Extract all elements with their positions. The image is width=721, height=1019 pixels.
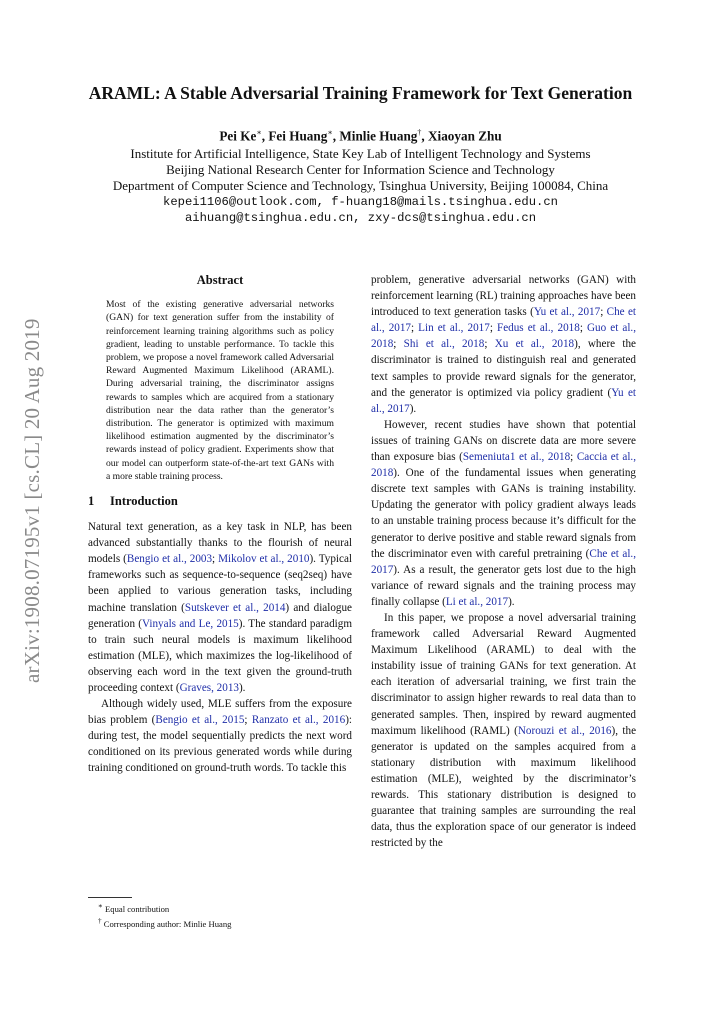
author-list: Pei Ke∗, Fei Huang∗, Minlie Huang†, Xiaoyan Zhu	[219, 128, 502, 144]
citation-link[interactable]: Yu et al., 2017	[533, 306, 601, 319]
citation-link[interactable]: Shi et al., 2018	[403, 338, 485, 351]
citation-link[interactable]: Caccia et al., 2018	[371, 451, 636, 480]
citation-link[interactable]: Norouzi et al., 2016	[517, 724, 612, 737]
email-line: kepei1106@outlook.com, f-huang18@mails.tsinghua.edu.cn	[163, 195, 558, 209]
citation-link[interactable]: Bengio et al., 2003	[126, 553, 213, 566]
paper-title: ARAML: A Stable Adversarial Training Framework for Text Generation	[88, 83, 633, 103]
affiliation-line: Institute for Artificial Intelligence, State Key Lab of Intelligent Technology and Systems	[130, 146, 591, 161]
affiliation-line: Department of Computer Science and Technology, Tsinghua University, Beijing 100084, China	[112, 178, 609, 193]
author-name: Pei Ke	[219, 128, 257, 144]
abstract-body: Most of the existing generative adversarial networks (GAN) for text generation suffer from the instability of reinforcement learning training algorithms such as policy gradient, leading to unstable performance. To tackle this problem, we propose a novel framework called Adversarial Reward Augmented Maximum Likelihood (ARAML). During adversarial training, the discriminator assigns rewards to samples which are acquired from a stationary distribution near the data rather than the generator’s distribution. The generator is optimized with maximum likelihood estimation augmented by the discriminator’s rewards instead of policy gradient. Experiments show that our model can outperform state-of-the-art text GANs with a more stable training process.	[106, 299, 334, 482]
author-name: Xiaoyan Zhu	[428, 128, 502, 144]
section-number: 1	[88, 493, 95, 508]
citation-link[interactable]: Ranzato et al., 2016	[251, 714, 346, 727]
footnote: ∗ Equal contribution	[98, 902, 170, 914]
affiliation-line: Beijing National Research Center for Information Science and Technology	[166, 162, 555, 177]
citation-link[interactable]: Yu et al., 2017	[371, 386, 636, 415]
equal-contribution-mark: ∗	[256, 128, 262, 137]
citation-link[interactable]: Che et al., 2017	[371, 547, 636, 576]
corresponding-author-mark: †	[417, 128, 422, 137]
right-column	[371, 272, 636, 851]
citation-link[interactable]: Che et al., 2017	[371, 306, 636, 335]
email-line: aihuang@tsinghua.edu.cn, zxy-dcs@tsinghua.edu.cn	[184, 211, 537, 225]
footnote-rule	[88, 897, 132, 898]
paragraph: In this paper, we propose a novel adversarial training framework called Adversarial Reward Augmented Maximum Likelihood (ARAML) to deal with the instability issue of training GANs for text generation. At each iteration of adversarial training, we first train the discriminator to assign higher rewards to real data than to generated samples. Then, inspired by reward augmented maximum likelihood (RAML) (Norouzi et al., 2016), the generator is updated on the samples acquired from a stationary distribution with maximum likelihood estimation (MLE), weighted by the discriminator’s rewards. This stationary distribution is designed to guarantee that training samples are surrounding the real data, thus the exploration space of our generator is indeed restricted by the	[371, 611, 637, 850]
author-name: Minlie Huang	[339, 128, 418, 144]
citation-link[interactable]: Vinyals and Le, 2015	[142, 617, 239, 630]
citation-link[interactable]: Bengio et al., 2015	[155, 714, 245, 727]
section-heading-introduction	[88, 493, 352, 509]
footnote: † Corresponding author: Minlie Huang	[98, 916, 232, 929]
paragraph: However, recent studies have shown that potential issues of training GANs on discrete data are more severe than exposure bias (Semeniuta1 et al., 2018; Caccia et al., 2018). One of the fundamental issues when generating discrete text samples with GANs is training instability. Updating the generator with policy gradient always leads to an unstable training process because it’s difficult for the generator to derive positive and stable reward signals from the discriminator even with careful pretraining (Che et al., 2017). As a result, the generator gets lost due to the high variance of reward signals and the training process may finally collapse (Li et al., 2017).	[371, 418, 636, 608]
paragraph: problem, generative adversarial networks (GAN) with reinforcement learning (RL) training approaches have been introduced to text generation tasks (Yu et al., 2017; Che et al., 2017; Lin et al., 2017; Fedus et al., 2018; Guo et al., 2018; Shi et al., 2018; Xu et al., 2018), where the discriminator is trained to distinguish real and generated text samples to provide reward signals for the generator, and the generator is optimized via policy gradient (Yu et al., 2017).	[371, 274, 636, 415]
citation-link[interactable]: Fedus et al., 2018	[497, 322, 580, 335]
abstract-heading: Abstract	[196, 273, 244, 287]
citation-link[interactable]: Semeniuta1 et al., 2018	[462, 451, 571, 464]
affiliations	[0, 146, 721, 226]
citation-link[interactable]: Mikolov et al., 2010	[218, 553, 310, 566]
author-name: Fei Huang	[268, 128, 328, 144]
citation-link[interactable]: Xu et al., 2018	[494, 338, 575, 351]
footnotes	[88, 897, 352, 930]
citation-link[interactable]: Graves, 2013	[179, 681, 239, 694]
arxiv-identifier: arXiv:1908.07195v1 [cs.CL] 20 Aug 2019	[20, 318, 44, 683]
paragraph: Natural text generation, as a key task in NLP, has been advanced substantially thanks to the flourish of neural models (Bengio et al., 2003; Mikolov et al., 2010). Typical frameworks such as sequence-to-sequence (seq2seq) have been applied to various generation tasks, including machine translation (Sutskever et al., 2014) and dialogue generation (Vinyals and Le, 2015). The standard paradigm to train such neural models is maximum likelihood estimation (MLE), which maximizes the log-likelihood of observing each word in the text given the ground-truth proceeding context (Graves, 2013).	[88, 521, 353, 694]
equal-contribution-mark: ∗	[327, 128, 333, 137]
citation-link[interactable]: Lin et al., 2017	[418, 322, 490, 335]
citation-link[interactable]: Guo et al., 2018	[371, 322, 636, 351]
section-title: Introduction	[110, 493, 178, 508]
citation-link[interactable]: Sutskever et al., 2014	[184, 601, 286, 614]
paragraph: Although widely used, MLE suffers from the exposure bias problem (Bengio et al., 2015; Ranzato et al., 2016): during test, the model sequentially predicts the next word conditioned on its previous generated words while during training conditioned on ground-truth words. To tackle this	[88, 698, 352, 775]
citation-link[interactable]: Li et al., 2017	[445, 595, 509, 608]
left-column	[88, 272, 352, 777]
